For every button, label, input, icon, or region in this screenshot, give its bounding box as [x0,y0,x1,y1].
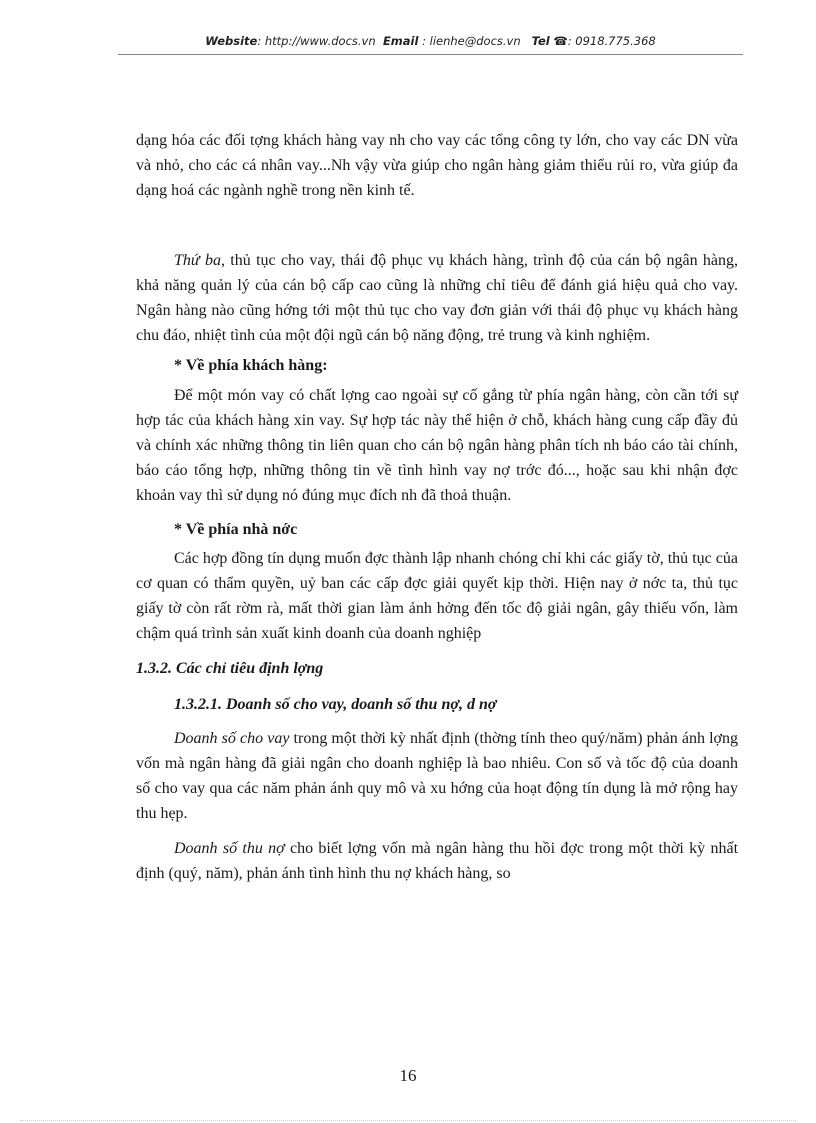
paragraph-state: Các hợp đồng tín dụng muốn đợc thành lập nhanh chóng chỉ khi các giấy tờ, thủ tục của cơ quan có thẩm quyền, uỷ ban các cấp đợc giải quyết kịp thời. Hiện nay ở nớc ta, thủ tục giấy tờ còn rất rờm rà, mất thời gian làm ảnh hởng đến tốc độ giải ngân, gây thiếu vốn, làm chậm quá trình sản xuất kinh doanh của doanh nghiệp [136,550,738,642]
paragraph-debt-recovery [136,836,738,886]
tel-value: : 0918.775.368 [567,34,656,48]
paragraph-third-point [136,248,738,348]
document-body [136,128,738,886]
header-divider [118,54,743,55]
website-value: : http://www.docs.vn [257,34,376,48]
tel-label: Tel [531,34,550,48]
paragraph-customer: Để một món vay có chất lợng cao ngoài sự cố gắng từ phía ngân hàng, còn cần tới sự hợp tác của khách hàng xin vay. Sự hợp tác này thể hiện ở chỗ, khách hàng cung cấp đầy đủ và chính xác những thông tin liên quan cho cán bộ ngân hàng phân tích nh báo cáo tài chính, báo cáo tổng hợp, những thông tin về tình hình vay nợ trớc đó..., hoặc sau khi nhận đợc khoản vay thì sử dụng nó đúng mục đích nh đã thoả thuận. [136,387,738,504]
email-value: : lienhe@docs.vn [422,34,521,48]
paragraph-loan-turnover [136,726,738,826]
heading-state-side: * Về phía nhà nớc [174,521,298,538]
page-number: 16 [399,1066,417,1085]
email-label: Email [382,34,419,48]
section-heading-1-3-2-1: 1.3.2.1. Doanh số cho vay, doanh số thu nợ, d nợ [174,696,497,713]
heading-customer-side: * Về phía khách hàng: [174,357,328,374]
paragraph-text: , thủ tục cho vay, thái độ phục vụ khách hàng, trình độ của cán bộ ngân hàng, khả năng quản lý của cán bộ cấp cao cũng là những chỉ tiêu để đánh giá hiệu quả cho vay. Ngân hàng nào cũng hớng tới một thủ tục cho vay đơn giản với thái độ phục vụ khách hàng chu đáo, nhiệt tình của một đội ngũ cán bộ năng động, trẻ trung và kinh nghiệm. [136,252,739,344]
section-heading-1-3-2: 1.3.2. Các chỉ tiêu định lợng [136,660,324,677]
paragraph-text: cho biết lợng vốn mà ngân hàng thu hồi đợc trong một thời kỳ nhất định (quý, năm), phản ánh tình hình thu nợ khách hàng, so [136,840,739,882]
footer-dotted-line [20,1120,796,1121]
paragraph-lead-italic: Doanh số cho vay [174,730,290,747]
website-label: Website [205,34,258,48]
telephone-icon: ☎ [553,34,568,48]
paragraph-text: trong một thời kỳ nhất định (thờng tính theo quý/năm) phản ánh lợng vốn mà ngân hàng đã giải ngân cho doanh nghiệp là bao nhiêu. Con số và tốc độ của doanh số cho vay qua các năm phản ánh quy mô và xu hớng của hoạt động tín dụng là mở rộng hay thu hẹp. [136,730,739,822]
page-header [118,34,743,48]
paragraph-lead-italic: Doanh số thu nợ [174,840,285,857]
paragraph-lead-italic: Thứ ba [174,252,221,269]
paragraph-diversify: dạng hóa các đối tợng khách hàng vay nh cho vay các tổng công ty lớn, cho vay các DN vừa và nhỏ, cho các cá nhân vay...Nh vậy vừa giúp cho ngân hàng giảm thiểu rủi ro, vừa giúp đa dạng hoá các ngành nghề trong nền kinh tế. [136,132,738,199]
